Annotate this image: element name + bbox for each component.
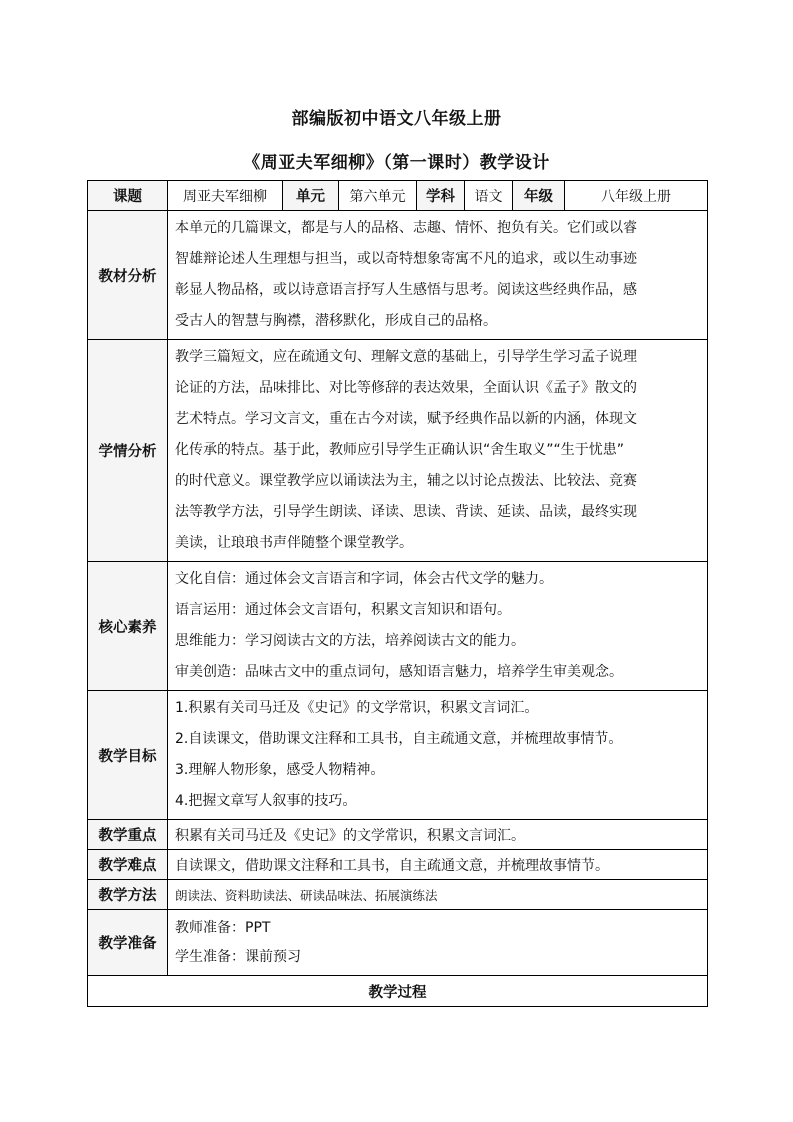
core-literacy-row <box>88 562 708 691</box>
preparation-line: 教师准备：PPT <box>175 919 271 936</box>
literacy-line: 文化自信：通过体会文言语言和字词，体会古代文学的魅力。 <box>175 571 553 587</box>
preparation-line: 学生准备：课前预习 <box>175 948 301 965</box>
subject-value: 语文 <box>465 181 513 211</box>
preparation-label: 教学准备 <box>88 910 168 976</box>
grade-value: 八年级上册 <box>565 181 708 211</box>
material-line: 受古人的智慧与胸襟，潜移默化，形成自己的品格。 <box>175 313 497 329</box>
grade-label: 年级 <box>513 181 565 211</box>
process-heading: 教学过程 <box>88 976 708 1007</box>
methods-content: 朗读法、资料助读法、研读品味法、拓展演练法 <box>168 880 708 910</box>
learner-line: 化传承的特点。基于此，教师应引导学生正确认识“舍生取义”“生于忧患” <box>175 442 625 458</box>
literacy-line: 审美创造：品味古文中的重点词句，感知语言魅力，培养学生审美观念。 <box>175 664 623 680</box>
material-analysis-row <box>88 211 708 340</box>
learner-line: 艺术特点。学习文言文，重在古今对读，赋予经典作品以新的内涵，体现文 <box>175 411 637 427</box>
difficulties-label: 教学难点 <box>88 850 168 880</box>
document-subtitle: 《周亚夫军细柳》（第一课时）教学设计 <box>243 153 550 173</box>
teaching-goals-label: 教学目标 <box>88 691 168 820</box>
material-line: 智雄辩论述人生理想与担当，或以奇特想象寄寓不凡的追求，或以生动事迹 <box>175 251 637 267</box>
teaching-goals-content <box>168 691 708 820</box>
unit-label: 单元 <box>283 181 339 211</box>
goal-line: 1.积累有关司马迁及《史记》的文学常识，积累文言词汇。 <box>175 700 539 716</box>
unit-value: 第六单元 <box>339 181 417 211</box>
material-line: 本单元的几篇课文，都是与人的品格、志趣、情怀、抱负有关。它们或以睿 <box>175 220 637 236</box>
key-points-row <box>88 820 708 850</box>
difficulties-row <box>88 850 708 880</box>
literacy-line: 语言运用：通过体会文言语句，积累文言知识和语句。 <box>175 602 511 618</box>
material-analysis-label: 教材分析 <box>88 211 168 340</box>
process-row <box>88 976 708 1007</box>
teaching-goals-row <box>88 691 708 820</box>
learner-line: 的时代意义。课堂教学应以诵读法为主，辅之以讨论点拨法、比较法、竞赛 <box>175 473 637 489</box>
learner-line: 法等教学方法，引导学生朗读、译读、思读、背读、延读、品读，最终实现 <box>175 504 637 520</box>
document-title: 部编版初中语文八年级上册 <box>291 109 502 129</box>
material-analysis-content <box>168 211 708 340</box>
subject-label: 学科 <box>417 181 465 211</box>
goal-line: 4.把握文章写人叙事的技巧。 <box>175 793 357 809</box>
goal-line: 3.理解人物形象，感受人物精神。 <box>175 762 385 778</box>
preparation-row <box>88 910 708 976</box>
learner-analysis-row <box>88 340 708 562</box>
learner-analysis-label: 学情分析 <box>88 340 168 562</box>
topic-value: 周亚夫军细柳 <box>168 181 283 211</box>
preparation-content <box>168 910 708 976</box>
material-line: 彰显人物品格，或以诗意语言抒写人生感悟与思考。阅读这些经典作品，感 <box>175 282 637 298</box>
learner-analysis-content <box>168 340 708 562</box>
goal-line: 2.自读课文，借助课文注释和工具书，自主疏通文意，并梳理故事情节。 <box>175 731 623 747</box>
learner-line: 美读，让琅琅书声伴随整个课堂教学。 <box>175 535 413 551</box>
methods-label: 教学方法 <box>88 880 168 910</box>
core-literacy-label: 核心素养 <box>88 562 168 691</box>
header-row <box>88 181 708 211</box>
learner-line: 论证的方法，品味排比、对比等修辞的表达效果，全面认识《孟子》散文的 <box>175 380 637 396</box>
topic-label: 课题 <box>88 181 168 211</box>
methods-row <box>88 880 708 910</box>
learner-line: 教学三篇短文，应在疏通文句、理解文意的基础上，引导学生学习孟子说理 <box>175 349 637 365</box>
literacy-line: 思维能力：学习阅读古文的方法，培养阅读古文的能力。 <box>175 633 525 649</box>
lesson-plan-table <box>87 180 708 1007</box>
core-literacy-content <box>168 562 708 691</box>
key-points-content: 积累有关司马迁及《史记》的文学常识，积累文言词汇。 <box>168 820 708 850</box>
difficulties-content: 自读课文，借助课文注释和工具书，自主疏通文意，并梳理故事情节。 <box>168 850 708 880</box>
key-points-label: 教学重点 <box>88 820 168 850</box>
